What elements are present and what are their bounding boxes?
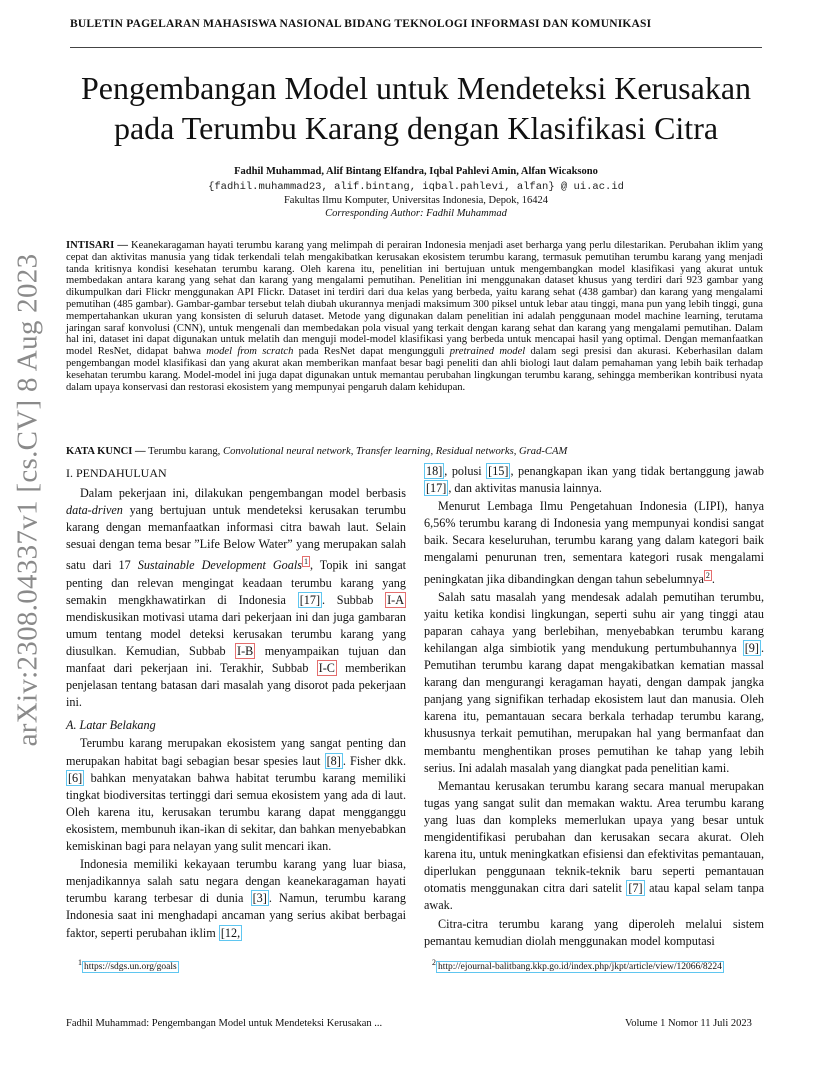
citation-link[interactable]: [12, [220,925,241,940]
footnote-1 [78,958,179,972]
paragraph [66,856,406,941]
paragraph [424,463,764,497]
paragraph [66,485,406,711]
text: , polusi [444,464,482,478]
footnote-mark: 1 [78,958,82,967]
citation-link[interactable]: [3] [252,891,267,906]
text: , penangkapan ikan yang tidak bertanggung jawab [510,464,765,478]
section-link[interactable]: I-B [237,644,254,658]
text: Dalam pekerjaan ini, dilakukan pengembangan model berbasis [80,486,406,501]
text: , Topik ini sangat penting dan relevan mengingat keadaan terumbu karang yang semakin mengkhawatirkan di Indonesia [66,558,406,607]
arxiv-stamp-text: arXiv:2308.04337v1 [cs.CV] 8 Aug 2023 [11,253,44,747]
citation-link[interactable]: [7] [628,881,643,896]
text: mendiskusikan motivasi utama dari pekerjaan ini dan juga gambaran umum tentang model deteksi kerusakan terumbu karang yang diusulkan. Kemudian, Subbab [66,609,406,658]
section-link[interactable]: I-A [387,592,405,607]
text: , dan aktivitas manusia lainnya. [448,481,602,496]
emphasis: data-driven [66,503,123,518]
text: menyampaikan tujuan dan manfaat dari pekerjaan ini. Terakhir, Subbab [66,644,407,676]
keywords [66,446,763,458]
footnote-mark: 2 [432,958,436,967]
text: yang bertujuan untuk mendeteksi kerusakan terumbu karang dengan memanfaatkan informasi citra bawah laut. Selain sesuai dengan tema besar ”Life Below Water” yang merupakan salah satu dari 17 [66,503,406,573]
paper-title: Pengembangan Model untuk Mendeteksi Kerusakan pada Terumbu Karang dengan Klasifikasi Citra [80,70,752,146]
paragraph [424,778,764,915]
paragraph [424,498,764,588]
header-rule [70,47,762,48]
abstract-text: Keanekaragaman hayati terumbu karang yang melimpah di perairan Indonesia menjadi aset berharga yang perlu dilestarikan. Perubahan iklim yang cepat dan aktivitas manusia yang tidak terkendali telah mengakibatkan kerusakan ekosistem terumbu karang, termasuk pemutihan terumbu karang yang menjadi tanda kritisnya kondisi kesehatan terumbu karang. Oleh karena itu, penelitian ini bertujuan untuk mengembangkan model klasifikasi yang akurat untuk membedakan antara karang yang sehat dan karang yang mengalami pemutihan. Penelitian ini menggunakan dataset khusus yang terdiri dari 923 gambar yang dikumpulkan dari Flickr menggunakan API Flickr. Dataset ini terdiri dari dua kelas yang berbeda, yaitu karang sehat (438 gambar) dan karang yang mengalami pemutihan (485 gambar). Gambar-gambar tersebut telah diubah ukurannya menjadi maksimum 300 piksel untuk lebar atau tinggi, mana pun yang lebih tinggi, guna mempertahankan ukuran yang konsisten di seluruh dataset. Metode yang digunakan dalam penelitian ini adalah penggunaan model machine learning, terutama jaringan saraf konvolusi (CNN), untuk mengenali dan membedakan pola visual yang terkait dengan karang sehat dan karang yang mengalami pemutihan. Dalam hal ini, dataset ini dapat digunakan untuk melatih dan menguji model-model klasifikasi yang berbeda untuk mencapai hasil yang optimal. Dengan memanfaatkan model ResNet, didapat bahwa [66,240,763,358]
right-column [424,463,764,951]
text: . Fisher dkk. [342,753,407,768]
footer-right: Volume 1 Nomor 11 Juli 2023 [625,1018,752,1029]
footnote-link[interactable]: 2 [705,570,710,580]
text: Salah satu masalah yang mendesak adalah pemutihan terumbu, yaitu ketika kondisi lingkungan, seperti suhu air yang tinggi atau paparan cahaya yang berlebihan, menyebabkan terumbu karang kehilangan alga simbiotik yang mendukung pertumbuhannya [424,589,764,655]
text: Memantau kerusakan terumbu karang secara manual merupakan tugas yang sangat sulit dan memakan waktu. Area terumbu karang yang luas dan kompleks memerlukan upaya yang besar untuk mengidentifikasi perubahan dan kerusakan secara akurat. Oleh karena itu, untuk meningkatkan efisiensi dan efektivitas pemantauan, diperlukan penggunaan teknik-teknik baru seperti pemantauan otomatis menggunakan citra dari satelit [424,778,764,896]
corresponding-author: Corresponding Author: Fadhil Muhammad [325,208,507,219]
paragraph [66,735,406,855]
abstract-text: pada ResNet dapat mengungguli [298,346,445,358]
citation-link[interactable]: 18] [426,464,443,478]
citation-link[interactable]: [9] [744,641,759,655]
abstract-label: INTISARI — [66,240,128,251]
citation-link[interactable]: [17] [299,592,321,607]
paragraph [424,916,764,950]
citation-link[interactable]: [15] [488,464,509,478]
text: Terumbu karang merupakan ekosistem yang sangat penting dan merupakan habitat bagi sebagian besar spesies laut [66,736,406,768]
citation-link[interactable]: [17] [426,481,447,496]
keywords-plain: Terumbu karang, [148,446,221,457]
text: memberikan penjelasan tentang batasan dari masalah yang disorot pada pekerjaan ini. [66,661,407,710]
text: Citra-citra terumbu karang yang diperoleh melalui sistem pemantau kemudian diolah menggunakan model komputasi [424,916,764,948]
footnote-url-link[interactable]: https://sdgs.un.org/goals [83,962,177,973]
arxiv-stamp [8,253,48,747]
text: . [711,571,715,586]
author-emails: {fadhil.muhammad23, alif.bintang, iqbal.pahlevi, alfan} @ ui.ac.id [208,181,624,193]
abstract-emphasis: model from scratch [206,346,294,358]
abstract-text: dalam segi presisi dan akurasi. Keberhasilan dalam pengembangan model klasifikasi dan yang akurat akan memberikan manfaat besar bagi peneliti dan ahli biologi laut dalam pemahaman yang lebih baik terhadap kesehatan terumbu karang. Model-model ini juga dapat digunakan untuk memantau perubahan lingkungan terumbu karang, sehingga memberikan kontribusi nyata dalam upaya konservasi dan restorasi ekosistem yang mempunyai pengaruh dalam kehidupan. [66,346,763,393]
text: atau kapal selam tanpa awak. [424,881,764,913]
author-list: Fadhil Muhammad, Alif Bintang Elfandra, Iqbal Pahlevi Amin, Alfan Wicaksono [234,166,598,177]
emphasis: Sustainable Development Goals [137,558,302,573]
abstract [66,240,763,393]
text: bahkan menyatakan bahwa habitat terumbu karang memiliki tingkat biodiversitas tertinggi dari semua ekosistem yang ada di laut. Oleh karena itu, kerusakan terumbu karang dapat mengganggu ekosistem, membunuh ikan-ikan di sekitar, dan bahkan menyebabkan kemiskinan bagi para nelayan yang sulit mencari ikan. [66,770,406,854]
citation-link[interactable]: [8] [326,753,341,768]
text: . Namun, terumbu karang Indonesia saat ini menghadapi ancaman yang serius akibat berbagai faktor, seperti perubahan iklim [66,891,406,940]
paragraph [424,589,764,777]
section-link[interactable]: I-C [318,661,335,676]
abstract-emphasis: pretrained model [449,346,526,358]
text: . Pemutihan terumbu karang dapat mengakibatkan kematian massal karang dan mengurangi keragaman hayati, dengan dampak jangka panjang yang signifikan terhadap ekosistem laut dan manusia. Oleh karena itu, pemantauan secara berkala terhadap terumbu karang, khususnya terkait pemutihan, merupakan hal yang bermanfaat dan membantu menghentikan proses pemutihan ke tahap yang lebih serius. Ini adalah masalah yang diangkat pada penelitian kami. [424,641,764,775]
running-head: BULETIN PAGELARAN MAHASISWA NASIONAL BIDANG TEKNOLOGI INFORMASI DAN KOMUNIKASI [70,18,652,30]
affiliation: Fakultas Ilmu Komputer, Universitas Indonesia, Depok, 16424 [283,195,549,206]
left-column [66,463,406,943]
footnote-2 [432,958,724,972]
keywords-label: KATA KUNCI — [66,446,146,457]
section-heading: I. PENDAHULUAN [66,466,167,480]
subsection-heading: A. Latar Belakang [66,718,156,733]
text: Menurut Lembaga Ilmu Pengetahuan Indonesia (LIPI), hanya 6,56% terumbu karang di Indonesia yang mempunyai kondisi sangat baik. Secara keseluruhan, terumbu karang yang dalam kategori baik mengalami penurunan tren, sementara kategori rusak mengalami peningkatan jika dibandingkan dengan tahun sebelumnya [424,499,764,586]
footnote-link[interactable]: 1 [303,557,308,567]
footnote-url-link[interactable]: http://ejournal-balitbang.kkp.go.id/index.php/jkpt/article/view/12066/8224 [437,962,722,973]
keywords-italic: Convolutional neural network, Transfer learning, Residual networks, Grad-CAM [223,446,568,457]
text: Indonesia memiliki kekayaan terumbu karang yang luar biasa, menjadikannya salah satu negara dengan keanekaragaman hayati terumbu karang terbesar di dunia [66,857,406,906]
text: . Subbab [322,592,374,607]
citation-link[interactable]: [6] [68,770,83,785]
footer-left: Fadhil Muhammad: Pengembangan Model untuk Mendeteksi Kerusakan ... [66,1018,383,1029]
